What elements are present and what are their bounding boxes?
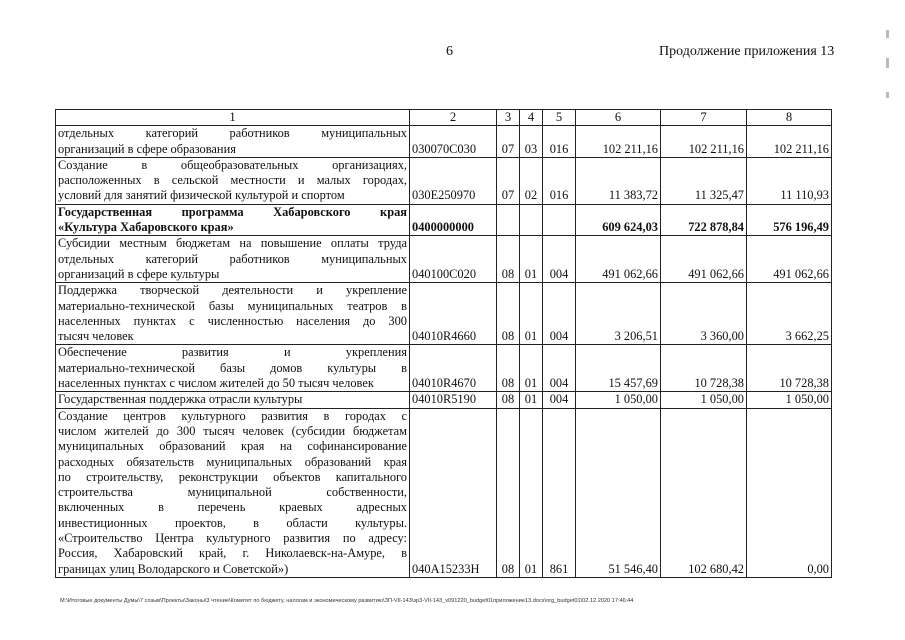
description-line: инвестиционных проектов, в области культуры. [58, 515, 407, 530]
row-description [56, 157, 410, 204]
amount-year-3: 11 110,93 [747, 157, 832, 204]
target-article-code: 040A15233H [410, 408, 497, 577]
table-header-row [56, 110, 832, 126]
amount-year-3: 576 196,49 [747, 204, 832, 236]
column-header: 2 [410, 110, 497, 126]
target-article-code: 030070C030 [410, 126, 497, 158]
description-line: организаций в сфере образования [58, 141, 236, 156]
amount-year-3: 102 211,16 [747, 126, 832, 158]
description-line: строительства муниципальной собственности, [58, 485, 407, 500]
description-line: материально-технической базы домов культуры в [58, 360, 407, 375]
description-line: организаций в сфере культуры [58, 266, 220, 281]
column-header: 4 [520, 110, 543, 126]
row-description [56, 345, 410, 392]
amount-year-3: 491 062,66 [747, 236, 832, 283]
expense-type-code: 004 [543, 236, 576, 283]
expense-type-code: 016 [543, 126, 576, 158]
amount-year-1: 3 206,51 [576, 283, 661, 345]
amount-year-1: 15 457,69 [576, 345, 661, 392]
amount-year-3: 3 662,25 [747, 283, 832, 345]
column-header: 3 [497, 110, 520, 126]
table-row [56, 283, 832, 345]
scan-edge-mark [886, 92, 889, 98]
description-line: Создание в общеобразовательных организациях, [58, 157, 407, 172]
description-line: «Культура Хабаровского края» [58, 220, 234, 235]
description-line: Государственная программа Хабаровского края [58, 204, 407, 219]
amount-year-1: 609 624,03 [576, 204, 661, 236]
budget-table [55, 109, 832, 578]
table-row [56, 236, 832, 283]
subsection-code: 01 [520, 283, 543, 345]
section-code: 08 [497, 236, 520, 283]
section-code: 08 [497, 283, 520, 345]
target-article-code: 0400000000 [410, 204, 497, 236]
amount-year-3: 10 728,38 [747, 345, 832, 392]
description-line: отдельных категорий работников муниципальных [58, 126, 407, 141]
row-description [56, 392, 410, 408]
amount-year-1: 51 546,40 [576, 408, 661, 577]
amount-year-2: 11 325,47 [661, 157, 747, 204]
section-code [497, 204, 520, 236]
description-line: Россия, Хабаровский край, г. Николаевск-на-Амуре, в [58, 546, 407, 561]
description-line: населенных пунктах с числом жителей до 50 тысяч человек [58, 376, 374, 391]
column-header: 8 [747, 110, 832, 126]
target-article-code: 04010R4670 [410, 345, 497, 392]
table-row [56, 408, 832, 577]
amount-year-1: 102 211,16 [576, 126, 661, 158]
expense-type-code: 016 [543, 157, 576, 204]
section-code: 07 [497, 157, 520, 204]
subsection-code [520, 204, 543, 236]
column-header: 5 [543, 110, 576, 126]
description-line: отдельных категорий работников муниципальных [58, 251, 407, 266]
subsection-code: 03 [520, 126, 543, 158]
expense-type-code [543, 204, 576, 236]
description-line: расположенных в сельской местности и малых городах, [58, 173, 407, 188]
table-row [56, 345, 832, 392]
description-line: муниципальных образований края на софинансирование [58, 439, 407, 454]
amount-year-3: 0,00 [747, 408, 832, 577]
scan-edge-mark [886, 58, 889, 68]
appendix-continuation-title: Продолжение приложения 13 [659, 44, 835, 59]
subsection-code: 01 [520, 392, 543, 408]
description-line: тысяч человек [58, 329, 134, 344]
target-article-code: 04010R4660 [410, 283, 497, 345]
section-code: 08 [497, 392, 520, 408]
expense-type-code: 004 [543, 345, 576, 392]
subsection-code: 01 [520, 408, 543, 577]
subsection-code: 01 [520, 345, 543, 392]
expense-type-code: 004 [543, 283, 576, 345]
page-number: 6 [446, 44, 453, 59]
amount-year-2: 102 680,42 [661, 408, 747, 577]
target-article-code: 030E250970 [410, 157, 497, 204]
subsection-code: 02 [520, 157, 543, 204]
amount-year-2: 1 050,00 [661, 392, 747, 408]
amount-year-1: 1 050,00 [576, 392, 661, 408]
column-header: 7 [661, 110, 747, 126]
table-body [56, 110, 832, 578]
amount-year-3: 1 050,00 [747, 392, 832, 408]
section-code: 07 [497, 126, 520, 158]
description-line: числом жителей до 300 тысяч человек (субсидии бюджетам [58, 423, 407, 438]
row-description [56, 204, 410, 236]
subsection-code: 01 [520, 236, 543, 283]
expense-type-code: 004 [543, 392, 576, 408]
amount-year-1: 491 062,66 [576, 236, 661, 283]
description-line: расходных обязательств муниципальных образований края [58, 454, 407, 469]
table-row [56, 392, 832, 408]
amount-year-2: 3 360,00 [661, 283, 747, 345]
table-row [56, 204, 832, 236]
amount-year-1: 11 383,72 [576, 157, 661, 204]
amount-year-2: 102 211,16 [661, 126, 747, 158]
row-description [56, 283, 410, 345]
expense-type-code: 861 [543, 408, 576, 577]
description-line: по строительству, реконструкции объектов капитального [58, 469, 407, 484]
description-line: включенных в перечень краевых адресных [58, 500, 407, 515]
description-line: «Строительство Центра культурного развития по адресу: [58, 531, 407, 546]
column-header: 1 [56, 110, 410, 126]
amount-year-2: 722 878,84 [661, 204, 747, 236]
description-line: условий для занятий физической культурой и спортом [58, 188, 345, 203]
table-row [56, 126, 832, 158]
description-line: Государственная поддержка отрасли культуры [58, 392, 303, 407]
section-code: 08 [497, 408, 520, 577]
target-article-code: 04010R5190 [410, 392, 497, 408]
document-file-path: M:\Итоговые документы Думы\7 созыв\Проекты\Законы\3 чтение\Комитет по бюджету, налогам и экономическому развитию\ЗП-VII-143\зр3-VII-143_v091220_budget01приложение13.docx\org_budget01\02.12.2020 17:46:44 [60, 598, 634, 604]
description-line: Субсидии местным бюджетам на повышение оплаты труда [58, 236, 407, 251]
amount-year-2: 10 728,38 [661, 345, 747, 392]
column-header: 6 [576, 110, 661, 126]
scan-edge-mark [886, 30, 889, 38]
row-description [56, 408, 410, 577]
description-line: Поддержка творческой деятельности и укрепление [58, 283, 407, 298]
description-line: материально-технической базы муниципальных театров в [58, 298, 407, 313]
row-description [56, 126, 410, 158]
amount-year-2: 491 062,66 [661, 236, 747, 283]
description-line: Создание центров культурного развития в городах с [58, 408, 407, 423]
table-row [56, 157, 832, 204]
section-code: 08 [497, 345, 520, 392]
description-line: Обеспечение развития и укрепления [58, 345, 407, 360]
row-description [56, 236, 410, 283]
description-line: границах улиц Володарского и Советской») [58, 561, 289, 576]
target-article-code: 040100C020 [410, 236, 497, 283]
description-line: населенных пунктах с численностью населения до 300 [58, 313, 407, 328]
